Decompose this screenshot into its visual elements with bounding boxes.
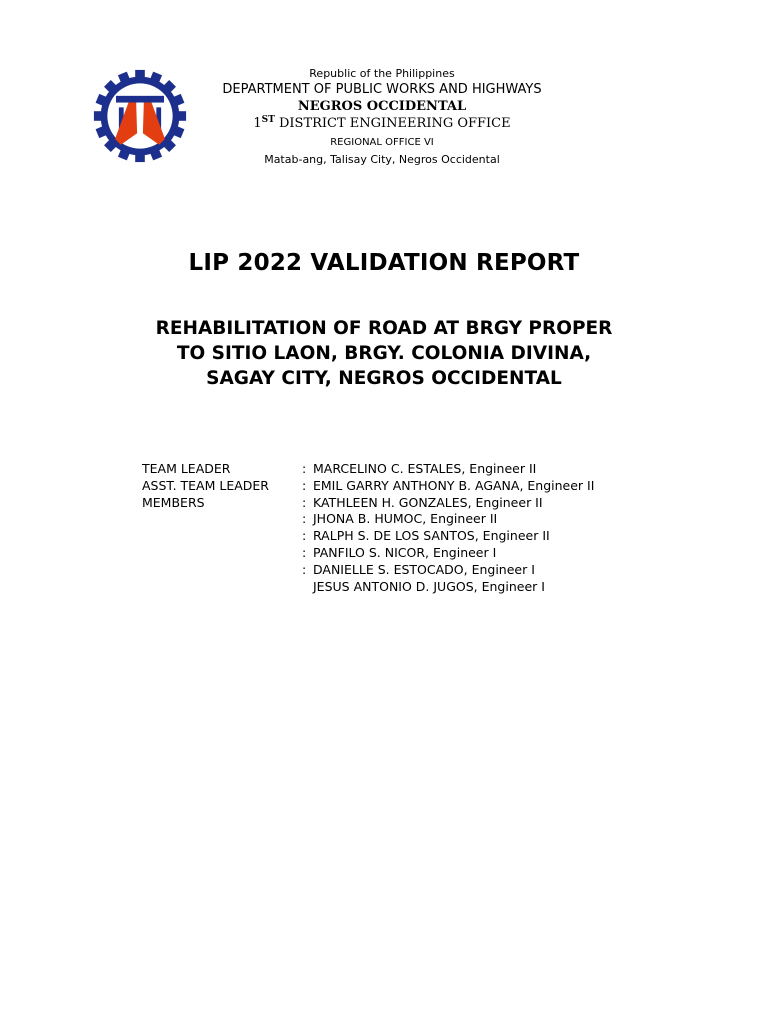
district-number: 1 xyxy=(253,116,262,131)
team-colon: : xyxy=(302,477,307,493)
team-role: ASST. TEAM LEADER xyxy=(142,477,269,493)
team-role: MEMBERS xyxy=(142,494,205,510)
team-member-name: MARCELINO C. ESTALES, Engineer II xyxy=(313,461,537,476)
report-title: LIP 2022 VALIDATION REPORT xyxy=(188,250,580,276)
team-member-name: JHONA B. HUMOC, Engineer II xyxy=(313,511,498,527)
team-member-name: RALPH S. DE LOS SANTOS, Engineer II xyxy=(313,528,550,544)
team-member-name: DANIELLE S. ESTOCADO, Engineer I xyxy=(313,561,535,577)
subtitle-line: REHABILITATION OF ROAD AT BRGY PROPER xyxy=(155,318,613,339)
team-member-name: JESUS ANTONIO D. JUGOS, Engineer I xyxy=(313,578,545,594)
province-line: NEGROS OCCIDENTAL xyxy=(297,99,467,114)
district-suffix: ST xyxy=(261,115,275,125)
team-colon: : xyxy=(302,511,307,527)
dpwh-seal-logo xyxy=(92,68,188,164)
district-office-line xyxy=(182,117,582,130)
subtitle-line: TO SITIO LAON, BRGY. COLONIA DIVINA, xyxy=(176,343,592,364)
team-member-name: PANFILO S. NICOR, Engineer I xyxy=(313,544,497,560)
team-colon: : xyxy=(302,561,307,577)
republic-line: Republic of the Philippines xyxy=(309,67,455,80)
dpwh-seal-icon xyxy=(92,68,188,164)
team-member-name: KATHLEEN H. GONZALES, Engineer II xyxy=(313,494,543,510)
regional-office-line: REGIONAL OFFICE VI xyxy=(330,137,434,148)
team-member-name: EMIL GARRY ANTHONY B. AGANA, Engineer II xyxy=(313,477,595,493)
project-subtitle xyxy=(0,316,768,391)
district-office-text: DISTRICT ENGINEERING OFFICE xyxy=(278,116,511,131)
address-line: Matab-ang, Talisay City, Negros Occidental xyxy=(264,153,500,166)
team-colon: : xyxy=(302,494,307,510)
team-colon: : xyxy=(302,544,307,560)
department-line: DEPARTMENT OF PUBLIC WORKS AND HIGHWAYS xyxy=(222,82,542,97)
team-role: TEAM LEADER xyxy=(142,461,231,476)
subtitle-line: SAGAY CITY, NEGROS OCCIDENTAL xyxy=(206,368,562,389)
team-colon: : xyxy=(302,461,307,476)
team-colon: : xyxy=(302,528,307,544)
